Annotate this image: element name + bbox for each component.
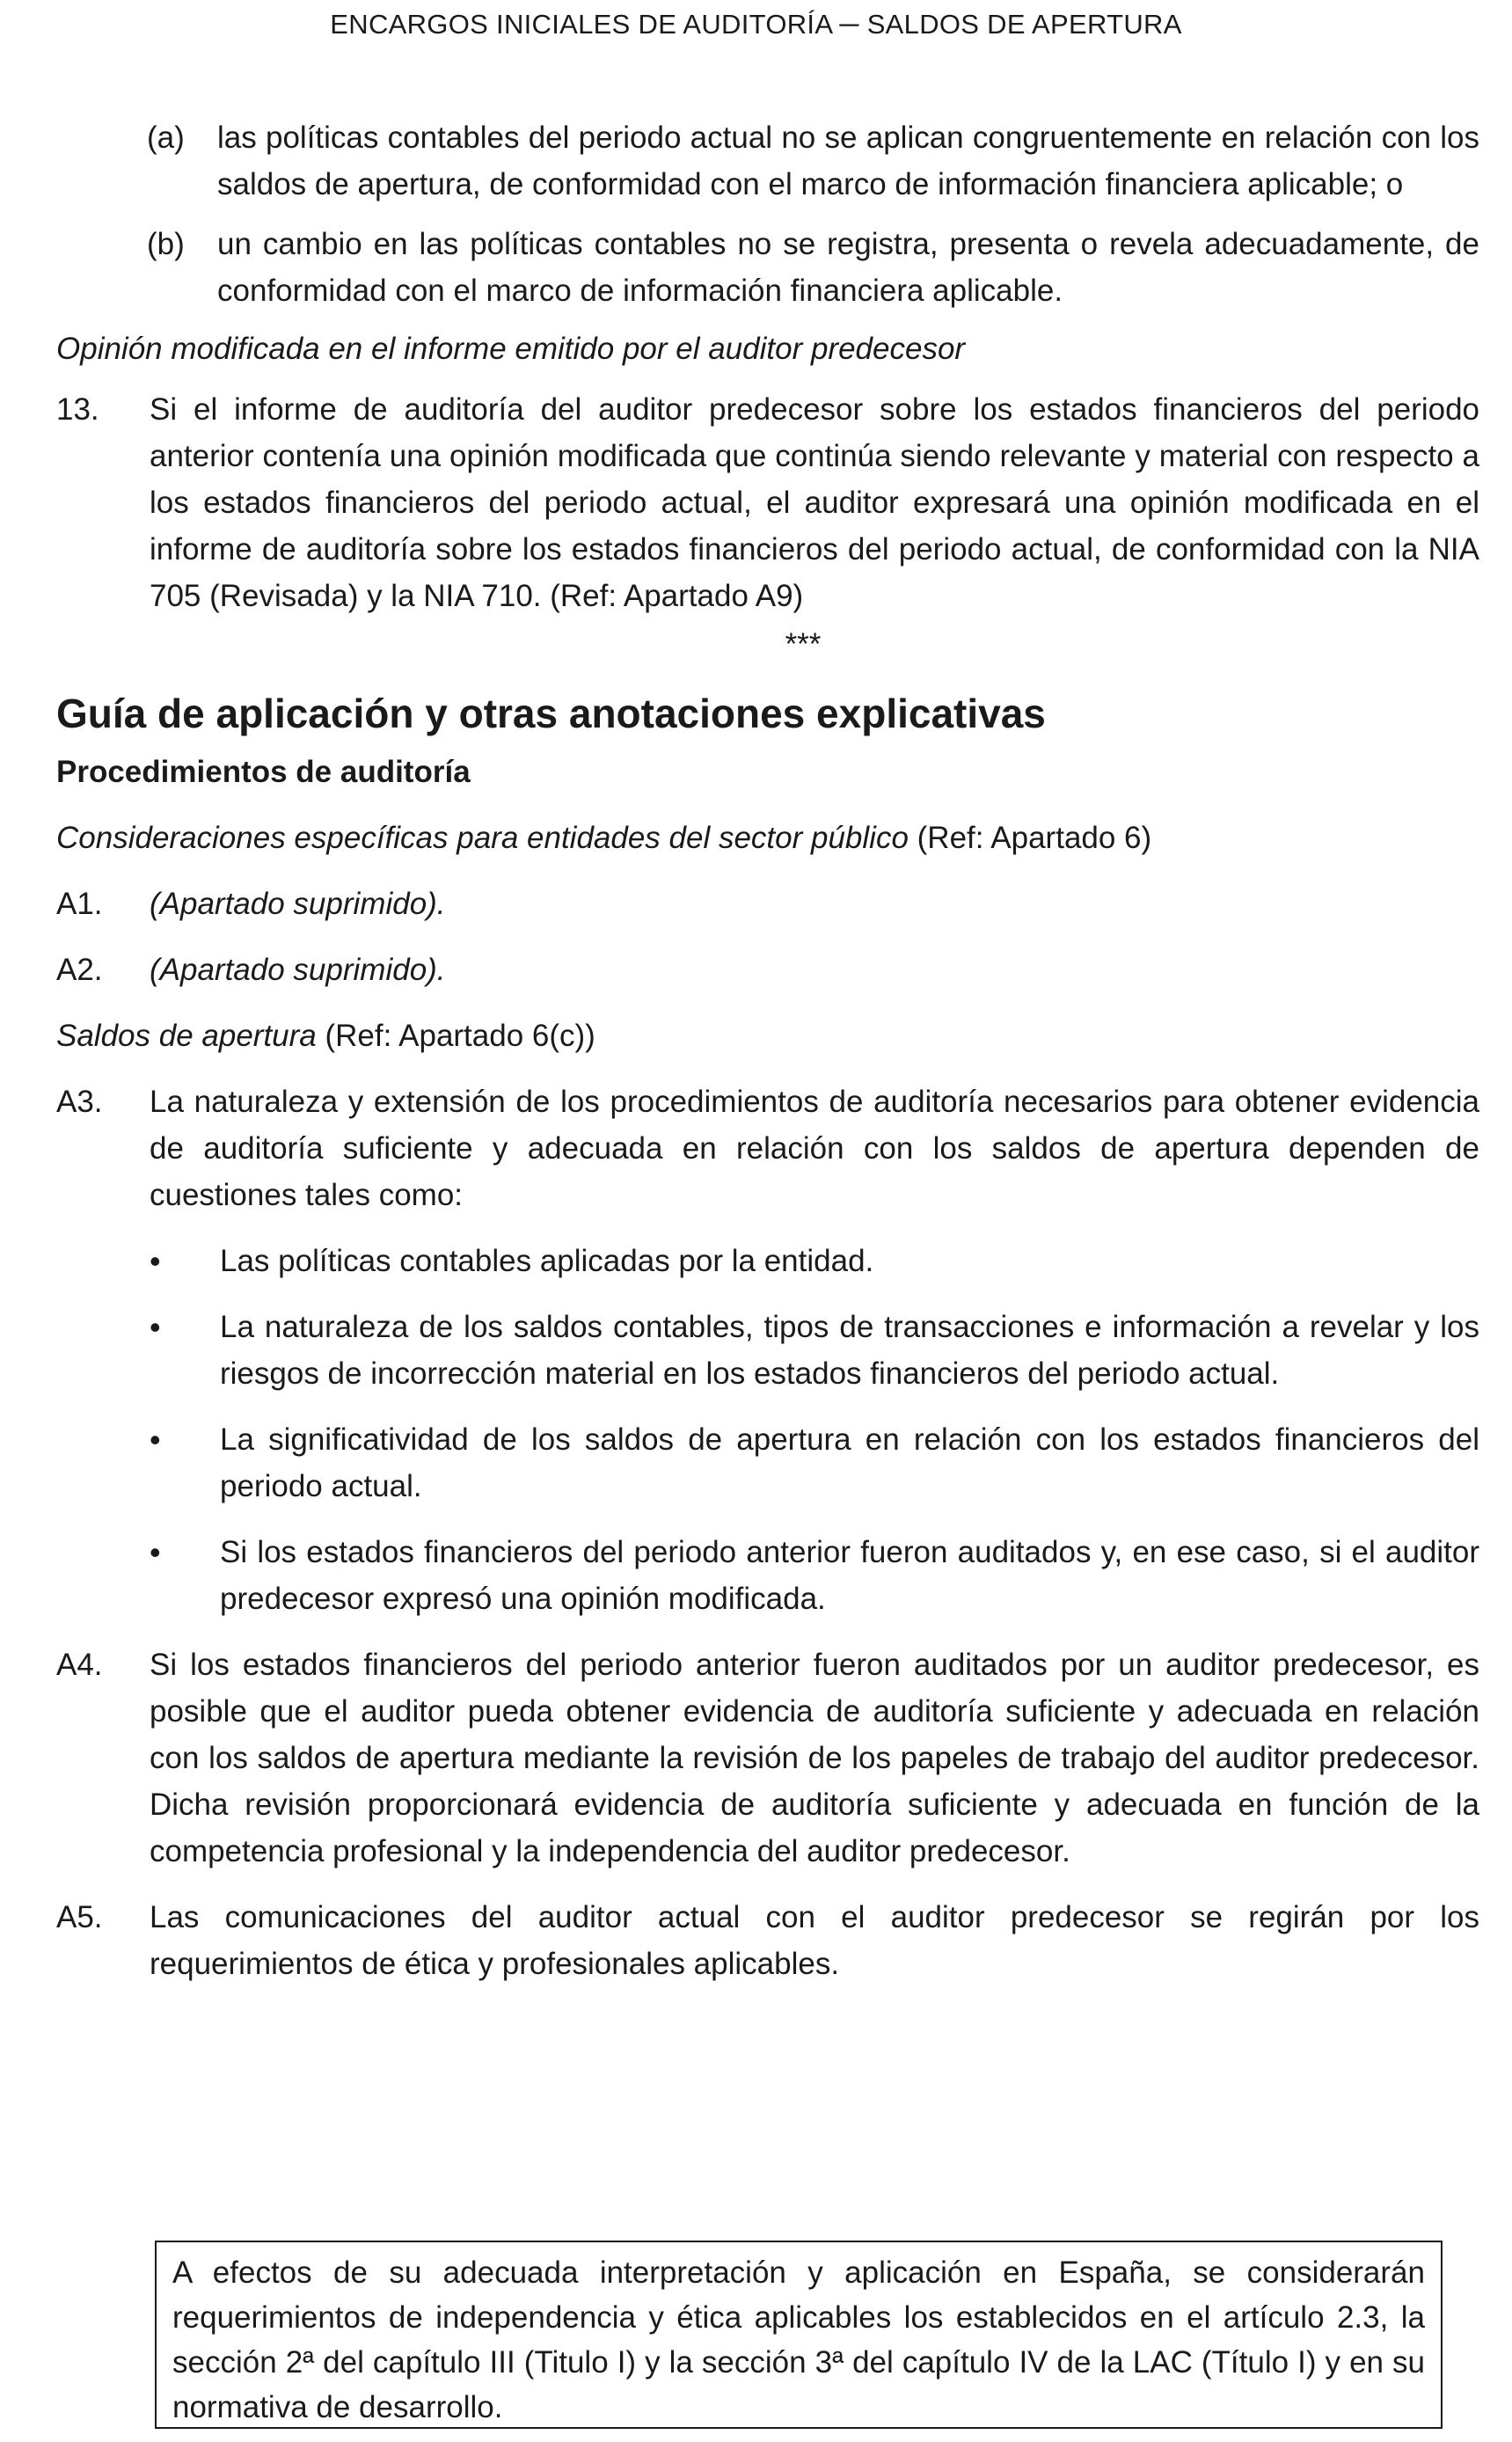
paragraph-number: A4. [56, 1648, 103, 1682]
paragraph-number: A2. [56, 953, 103, 987]
bullet-item [56, 1304, 1479, 1397]
heading-ref: (Ref: Apartado 6(c)) [316, 1019, 595, 1053]
bullet-item [56, 1238, 1479, 1284]
bullet-item [56, 1416, 1479, 1510]
paragraph-number: A3. [56, 1085, 103, 1119]
paragraph-a5 [56, 1894, 1479, 1987]
opening-balances-heading [56, 1013, 1479, 1059]
body-content [56, 114, 1479, 1987]
list-text: un cambio en las políticas contables no se registra, presenta o revela adecuadamente, de conformidad con el marco de información financiera aplicable. [217, 227, 1479, 308]
paragraph-a2 [56, 947, 1479, 993]
bullet-symbol: • [150, 1243, 161, 1279]
paragraph-text: La naturaleza y extensión de los procedimientos de auditoría necesarios para obtener evidencia de auditoría suficiente y adecuada en relación con los saldos de apertura dependen de cuestiones tales como: [150, 1085, 1479, 1212]
paragraph-a4 [56, 1641, 1479, 1875]
note-text: A efectos de su adecuada interpretación y aplicación en España, se considerarán requerimientos de independencia y ética aplicables los establecidos en el artículo 2.3, la sección 2ª del capítulo III (Titulo I) y la sección 3ª del capítulo IV de la LAC (Título I) y en su normativa de desarrollo. [172, 2256, 1425, 2424]
bullet-item [56, 1529, 1479, 1622]
heading-ref: (Ref: Apartado 6) [908, 821, 1152, 855]
bullet-symbol: • [150, 1534, 161, 1570]
list-text: las políticas contables del periodo actual no se aplican congruentemente en relación con los saldos de apertura, de conformidad con el marco de información financiera aplicable; o [217, 121, 1479, 201]
spain-note-box [155, 2241, 1443, 2429]
paragraph-text: Las comunicaciones del auditor actual con el auditor predecesor se regirán por los requerimientos de ética y profesionales aplicables. [150, 1900, 1479, 1981]
paragraph-a1 [56, 881, 1479, 927]
bullet-symbol: • [150, 1309, 161, 1345]
running-header: ENCARGOS INICIALES DE AUDITORÍA ─ SALDOS DE APERTURA [330, 9, 1182, 40]
paragraph-text: (Apartado suprimido). [150, 953, 446, 987]
public-sector-heading [56, 815, 1479, 861]
paragraph-text: (Apartado suprimido). [150, 887, 446, 921]
bullet-text: Las políticas contables aplicadas por la entidad. [220, 1244, 874, 1278]
bullet-text: La significatividad de los saldos de apertura en relación con los estados financieros del periodo actual. [220, 1422, 1479, 1503]
list-label: (a) [147, 121, 185, 155]
guide-title: Guía de aplicación y otras anotaciones explicativas [56, 691, 1046, 736]
paragraph-a3 [56, 1078, 1479, 1218]
procedures-heading: Procedimientos de auditoría [56, 755, 471, 789]
list-item-a [56, 114, 1479, 208]
list-label: (b) [147, 227, 185, 261]
section-heading-modified-opinion: Opinión modificada en el informe emitido por el auditor predecesor [56, 332, 966, 366]
paragraph-text: Si los estados financieros del periodo anterior fueron auditados por un auditor predecesor, es posible que el auditor pueda obtener evidencia de auditoría suficiente y adecuada en relación con los saldos de apertura mediante la revisión de los papeles de trabajo del auditor predecesor. Dicha revisión proporcionará evidencia de auditoría suficiente y adecuada en función de la competencia profesional y la independencia del auditor predecesor. [150, 1648, 1479, 1868]
paragraph-number: A1. [56, 887, 103, 921]
separator: *** [785, 627, 822, 662]
paragraph-number: 13. [56, 392, 99, 427]
list-item-b [56, 221, 1479, 314]
bullet-text: La naturaleza de los saldos contables, tipos de transacciones e información a revelar y los riesgos de incorrección material en los estados financieros del periodo actual. [220, 1310, 1479, 1391]
paragraph-text: Si el informe de auditoría del auditor predecesor sobre los estados financieros del periodo anterior contenía una opinión modificada que continúa siendo relevante y material con respecto a los estados financieros del periodo actual, el auditor expresará una opinión modificada en el informe de auditoría sobre los estados financieros del periodo actual, de conformidad con la NIA 705 (Revisada) y la NIA 710. (Ref: Apartado A9) [150, 392, 1479, 613]
bullet-symbol: • [150, 1422, 161, 1458]
paragraph-number: A5. [56, 1900, 103, 1934]
bullet-text: Si los estados financieros del periodo anterior fueron auditados y, en ese caso, si el auditor predecesor expresó una opinión modificada. [220, 1535, 1479, 1616]
paragraph-13 [56, 386, 1479, 619]
heading-italic: Consideraciones específicas para entidades del sector público [56, 821, 909, 855]
heading-italic: Saldos de apertura [56, 1019, 317, 1053]
